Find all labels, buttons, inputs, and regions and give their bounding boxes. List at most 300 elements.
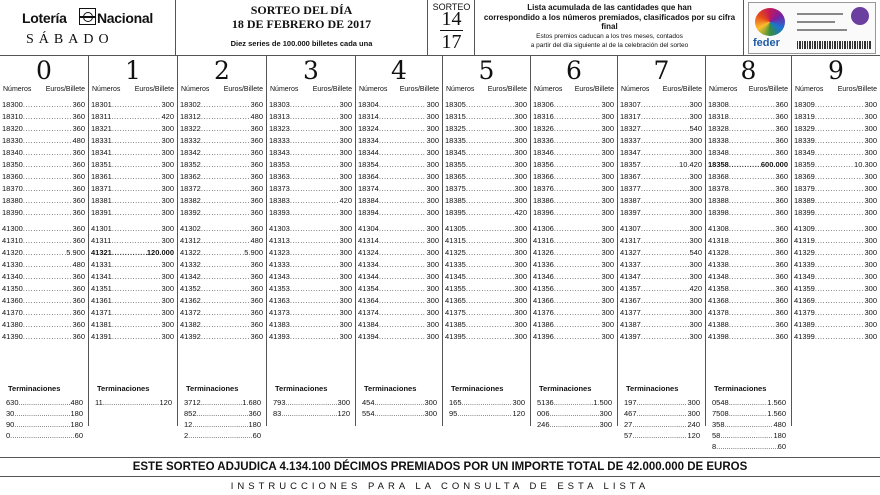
prize-row <box>708 147 788 159</box>
prize-amount: 300 <box>689 236 702 245</box>
ticket-number: 18389 <box>794 196 815 205</box>
prize-amount: 420 <box>689 284 702 293</box>
prize-row <box>269 207 352 219</box>
dot-leader <box>23 207 73 219</box>
prize-row <box>533 283 614 295</box>
dot-leader <box>14 408 70 419</box>
prize-amount: 300 <box>514 100 527 109</box>
dot-leader <box>466 159 515 171</box>
ticket-number: 18327 <box>620 124 641 133</box>
dot-leader <box>23 295 73 307</box>
prize-row <box>445 235 527 247</box>
prize-row <box>708 319 788 331</box>
digit-column-4 <box>356 56 443 426</box>
ticket-number: 41357 <box>620 284 641 293</box>
ticket-number: 18302 <box>180 100 201 109</box>
ticket-number: 18364 <box>358 172 379 181</box>
ticket-number: 41307 <box>620 224 641 233</box>
prize-amount: 300 <box>161 296 174 305</box>
prize-row <box>620 223 702 235</box>
ending-number: 554 <box>362 409 375 418</box>
prize-amount: 360 <box>250 124 263 133</box>
draw-number-block <box>429 0 475 56</box>
ticket-number: 41305 <box>445 224 466 233</box>
prize-row <box>533 111 614 123</box>
prize-amount: 360 <box>250 208 263 217</box>
ticket-number: 18362 <box>180 172 201 181</box>
dot-leader <box>466 223 515 235</box>
prize-row <box>2 295 85 307</box>
prize-amount: 300 <box>864 100 877 109</box>
dot-leader <box>19 397 71 408</box>
prize-amount: 300 <box>601 284 614 293</box>
ending-row <box>273 397 350 408</box>
prize-amount: 300 <box>339 272 352 281</box>
prize-amount: 300 <box>601 320 614 329</box>
prize-amount: 540 <box>689 248 702 257</box>
ticket-number: 18352 <box>180 160 201 169</box>
ticket-number: 18308 <box>708 100 729 109</box>
dot-leader <box>201 183 251 195</box>
prize-amount: 300 <box>514 224 527 233</box>
dot-leader <box>23 235 73 247</box>
dot-leader <box>112 195 162 207</box>
ticket-number: 18342 <box>180 148 201 157</box>
dot-leader <box>554 159 602 171</box>
dot-leader <box>290 207 340 219</box>
prize-row <box>533 319 614 331</box>
ticket-number: 18350 <box>2 160 23 169</box>
ticket-number: 41380 <box>2 320 23 329</box>
prize-row <box>708 247 788 259</box>
dot-leader <box>112 271 162 283</box>
prize-amount: 300 <box>601 332 614 341</box>
digit-column-0 <box>0 56 89 440</box>
prize-amount: 300 <box>161 320 174 329</box>
prize-row <box>533 159 614 171</box>
numbers-header: Números <box>359 86 388 93</box>
prize-amount: 300 <box>864 296 877 305</box>
ticket-number: 41316 <box>533 236 554 245</box>
info-line-1: Lista acumulada de las cantidades que han <box>527 3 692 12</box>
ticket-number: 18331 <box>91 136 112 145</box>
prize-row <box>708 111 788 123</box>
dot-leader <box>729 331 776 343</box>
prize-row <box>91 259 174 271</box>
ticket-number: 18320 <box>2 124 23 133</box>
prize-row <box>794 147 877 159</box>
prize-amount: 300 <box>689 196 702 205</box>
euros-header: Euros/Billete <box>574 86 614 93</box>
dot-leader <box>815 259 865 271</box>
ticket-number: 18306 <box>533 100 554 109</box>
prize-row <box>269 259 352 271</box>
ending-row <box>449 397 525 408</box>
ending-amount: 1.500 <box>593 398 612 407</box>
dot-leader <box>290 111 340 123</box>
dot-leader <box>201 123 251 135</box>
dot-leader <box>201 295 251 307</box>
info-line-3: Estos premios caducan a los tres meses, contados <box>536 33 683 40</box>
prize-row <box>2 135 85 147</box>
dot-leader <box>641 123 690 135</box>
ticket-number: 41322 <box>180 248 201 257</box>
prize-row <box>533 223 614 235</box>
prize-amount: 420 <box>514 208 527 217</box>
dot-leader <box>641 159 679 171</box>
prize-row <box>794 183 877 195</box>
header <box>0 0 880 56</box>
dot-leader <box>554 123 602 135</box>
prize-amount: 300 <box>864 224 877 233</box>
ending-number: 90 <box>6 420 15 429</box>
prize-amount: 300 <box>339 160 352 169</box>
prize-row <box>794 207 877 219</box>
prize-amount: 300 <box>689 272 702 281</box>
dot-leader <box>10 430 74 441</box>
ticket-number: 41365 <box>445 296 466 305</box>
ticket-number: 18319 <box>794 112 815 121</box>
ticket-number: 41352 <box>180 284 201 293</box>
prize-amount: 360 <box>775 224 788 233</box>
prize-row <box>91 223 174 235</box>
prize-row <box>91 159 174 171</box>
prize-row <box>2 111 85 123</box>
dot-leader <box>815 319 865 331</box>
prize-row <box>620 171 702 183</box>
prize-amount: 300 <box>426 208 439 217</box>
prize-amount: 300 <box>339 320 352 329</box>
numbers-header: Números <box>534 86 563 93</box>
prize-row <box>794 195 877 207</box>
ticket-number: 41373 <box>269 308 290 317</box>
ticket-number: 18394 <box>358 208 379 217</box>
ending-amount: 360 <box>248 409 261 418</box>
ticket-number: 41311 <box>91 236 112 245</box>
prize-row <box>358 295 439 307</box>
prize-row <box>2 259 85 271</box>
ending-amount: 180 <box>70 420 83 429</box>
prize-amount: 360 <box>250 148 263 157</box>
dot-leader <box>112 307 162 319</box>
ticket-number: 18322 <box>180 124 201 133</box>
ticket-number: 18372 <box>180 184 201 193</box>
ending-amount: 480 <box>70 398 83 407</box>
prize-amount: 300 <box>864 236 877 245</box>
ticket-number: 18388 <box>708 196 729 205</box>
ending-amount: 300 <box>687 398 700 407</box>
dot-leader <box>112 207 162 219</box>
dot-leader <box>815 247 865 259</box>
ending-number: 7508 <box>712 409 729 418</box>
prize-amount: 360 <box>250 136 263 145</box>
ending-amount: 180 <box>248 420 261 429</box>
prize-amount: 360 <box>72 124 85 133</box>
prize-row <box>269 171 352 183</box>
dot-leader <box>201 319 251 331</box>
prize-amount: 300 <box>864 260 877 269</box>
prize-amount: 360 <box>72 112 85 121</box>
prize-amount: 300 <box>161 308 174 317</box>
dot-leader <box>729 183 776 195</box>
dot-leader <box>290 147 340 159</box>
barcode-icon <box>797 41 871 49</box>
prize-row <box>91 319 174 331</box>
ticket-number: 41304 <box>358 224 379 233</box>
ending-amount: 300 <box>512 398 525 407</box>
endings-header: Terminaciones <box>97 384 150 393</box>
prize-row <box>708 183 788 195</box>
dot-leader <box>201 171 251 183</box>
prize-row <box>708 235 788 247</box>
dot-leader <box>815 183 865 195</box>
dot-leader <box>112 319 162 331</box>
dot-leader <box>379 271 427 283</box>
prize-amount: 300 <box>601 148 614 157</box>
dot-leader <box>815 283 865 295</box>
prize-amount: 420 <box>339 196 352 205</box>
prize-row <box>620 135 702 147</box>
ticket-number: 41338 <box>708 260 729 269</box>
prize-row <box>91 271 174 283</box>
ending-number: 358 <box>712 420 725 429</box>
ending-number: 467 <box>624 409 637 418</box>
prize-amount: 360 <box>775 172 788 181</box>
ticket-number: 41340 <box>2 272 23 281</box>
dot-leader <box>112 99 162 111</box>
dot-leader <box>23 159 73 171</box>
ending-amount: 300 <box>687 409 700 418</box>
dot-leader <box>290 171 340 183</box>
prize-row <box>445 223 527 235</box>
euros-header: Euros/Billete <box>487 86 527 93</box>
prize-row <box>708 271 788 283</box>
ticket-number: 41355 <box>445 284 466 293</box>
ticket-number: 41302 <box>180 224 201 233</box>
ticket-number: 41326 <box>533 248 554 257</box>
ending-row <box>624 430 700 441</box>
dot-leader <box>554 223 602 235</box>
prize-row <box>358 135 439 147</box>
prize-row <box>91 307 174 319</box>
dot-leader <box>286 397 338 408</box>
dot-leader <box>466 307 515 319</box>
dot-leader <box>466 207 515 219</box>
ticket-number: 18391 <box>91 208 112 217</box>
prize-row <box>2 319 85 331</box>
prize-amount: 300 <box>426 124 439 133</box>
ticket-line <box>797 13 843 15</box>
ticket-line <box>797 29 847 31</box>
ending-amount: 120 <box>159 398 172 407</box>
ending-row <box>537 397 612 408</box>
ticket-number: 18357 <box>620 160 641 169</box>
prize-row <box>794 171 877 183</box>
dot-leader <box>729 147 776 159</box>
prize-row <box>445 147 527 159</box>
ticket-number: 18396 <box>533 208 554 217</box>
prize-amount: 300 <box>514 332 527 341</box>
ticket-number: 18397 <box>620 208 641 217</box>
ending-row <box>712 430 786 441</box>
dot-leader <box>379 159 427 171</box>
dot-leader <box>23 247 66 259</box>
prize-row <box>2 195 85 207</box>
ticket-number: 41393 <box>269 332 290 341</box>
ticket-number: 18346 <box>533 148 554 157</box>
ticket-number: 41375 <box>445 308 466 317</box>
numbers-header: Números <box>270 86 299 93</box>
dot-leader <box>290 283 340 295</box>
prize-amount: 360 <box>250 100 263 109</box>
prize-row <box>358 171 439 183</box>
dot-leader <box>554 99 602 111</box>
dot-leader <box>641 223 690 235</box>
dot-leader <box>466 271 515 283</box>
ticket-number: 41391 <box>91 332 112 341</box>
prize-amount: 300 <box>426 248 439 257</box>
prize-amount: 300 <box>161 236 174 245</box>
ticket-number: 41333 <box>269 260 290 269</box>
ticket-number: 18330 <box>2 136 23 145</box>
prize-amount: 300 <box>161 224 174 233</box>
ticket-number: 41300 <box>2 224 23 233</box>
draw-title: SORTEO DEL DÍA <box>250 3 353 17</box>
prize-row <box>91 195 174 207</box>
ending-row <box>712 441 786 452</box>
dot-leader <box>554 171 602 183</box>
dot-leader <box>379 147 427 159</box>
prize-row <box>620 159 702 171</box>
ticket-number: 41309 <box>794 224 815 233</box>
prize-amount: 360 <box>72 196 85 205</box>
prize-amount: 300 <box>339 284 352 293</box>
ticket-number: 18384 <box>358 196 379 205</box>
column-digit: 1 <box>125 56 141 85</box>
prize-row <box>91 183 174 195</box>
dot-leader <box>729 271 776 283</box>
dot-leader <box>725 419 774 430</box>
dot-leader <box>23 195 73 207</box>
dot-leader <box>815 111 865 123</box>
prize-amount: 360 <box>250 272 263 281</box>
prize-row <box>358 223 439 235</box>
ticket-number: 41389 <box>794 320 815 329</box>
digit-column-9 <box>792 56 880 426</box>
prize-row <box>533 259 614 271</box>
ticket-number: 41319 <box>794 236 815 245</box>
ticket-number: 41362 <box>180 296 201 305</box>
ending-number: 27 <box>624 420 633 429</box>
numbers-header: Números <box>795 86 824 93</box>
prize-row <box>533 123 614 135</box>
prize-row <box>2 271 85 283</box>
dot-leader <box>729 207 776 219</box>
prize-row <box>794 235 877 247</box>
dot-leader <box>112 135 162 147</box>
ending-number: 11 <box>95 398 103 407</box>
dot-leader <box>201 331 251 343</box>
prize-row <box>2 183 85 195</box>
ticket-number: 18358 <box>708 160 729 169</box>
endings-header: Terminaciones <box>186 384 239 393</box>
ticket-number: 18349 <box>794 148 815 157</box>
dot-leader <box>554 147 602 159</box>
dot-leader <box>466 183 515 195</box>
ticket-number: 18374 <box>358 184 379 193</box>
dot-leader <box>23 135 73 147</box>
ticket-number: 41392 <box>180 332 201 341</box>
ticket-number: 18314 <box>358 112 379 121</box>
dot-leader <box>112 171 162 183</box>
ticket-number: 41318 <box>708 236 729 245</box>
ticket-number: 18312 <box>180 112 201 121</box>
ticket-number: 41397 <box>620 332 641 341</box>
prize-amount: 300 <box>426 332 439 341</box>
dot-leader <box>641 195 690 207</box>
ending-amount: 1.560 <box>767 398 786 407</box>
ending-number: 165 <box>449 398 462 407</box>
ticket-number: 41310 <box>2 236 23 245</box>
dot-leader <box>379 307 427 319</box>
prize-amount: 300 <box>689 332 702 341</box>
ticket-number: 18339 <box>794 136 815 145</box>
euros-header: Euros/Billete <box>837 86 877 93</box>
dot-leader <box>729 111 776 123</box>
prize-row <box>620 195 702 207</box>
instructions-link[interactable]: INSTRUCCIONES PARA LA CONSULTA DE ESTA LISTA <box>230 481 650 492</box>
prize-row <box>708 295 788 307</box>
ending-number: 0 <box>6 431 11 440</box>
ticket-number: 41358 <box>708 284 729 293</box>
ending-amount: 180 <box>70 409 83 418</box>
ticket-number: 18370 <box>2 184 23 193</box>
dot-leader <box>815 223 865 235</box>
ending-number: 5136 <box>537 398 554 407</box>
prize-amount: 360 <box>775 148 788 157</box>
prize-row <box>269 271 352 283</box>
dot-leader <box>111 235 161 247</box>
dot-leader <box>23 147 73 159</box>
ticket-number: 18337 <box>620 136 641 145</box>
prize-row <box>358 159 439 171</box>
dot-leader <box>554 183 602 195</box>
ticket-number: 18329 <box>794 124 815 133</box>
draw-title-block <box>176 0 428 56</box>
ticket-number: 41370 <box>2 308 23 317</box>
dot-leader <box>641 283 690 295</box>
digit-column-6 <box>531 56 618 429</box>
ticket-number: 18317 <box>620 112 641 121</box>
prize-row <box>533 195 614 207</box>
dot-leader <box>379 183 427 195</box>
prize-amount: 300 <box>161 148 174 157</box>
dot-leader <box>554 307 602 319</box>
ticket-number: 41317 <box>620 236 641 245</box>
dot-leader <box>815 99 865 111</box>
prize-row <box>180 295 263 307</box>
prize-amount: 360 <box>775 248 788 257</box>
draw-number-label: SORTEO <box>432 2 471 12</box>
prize-row <box>358 147 439 159</box>
prize-amount: 360 <box>72 284 85 293</box>
ticket-number: 41303 <box>269 224 290 233</box>
prize-row <box>2 223 85 235</box>
ticket-number: 18381 <box>91 196 112 205</box>
prize-row <box>180 111 263 123</box>
prize-amount: 300 <box>339 332 352 341</box>
prize-row <box>91 295 174 307</box>
